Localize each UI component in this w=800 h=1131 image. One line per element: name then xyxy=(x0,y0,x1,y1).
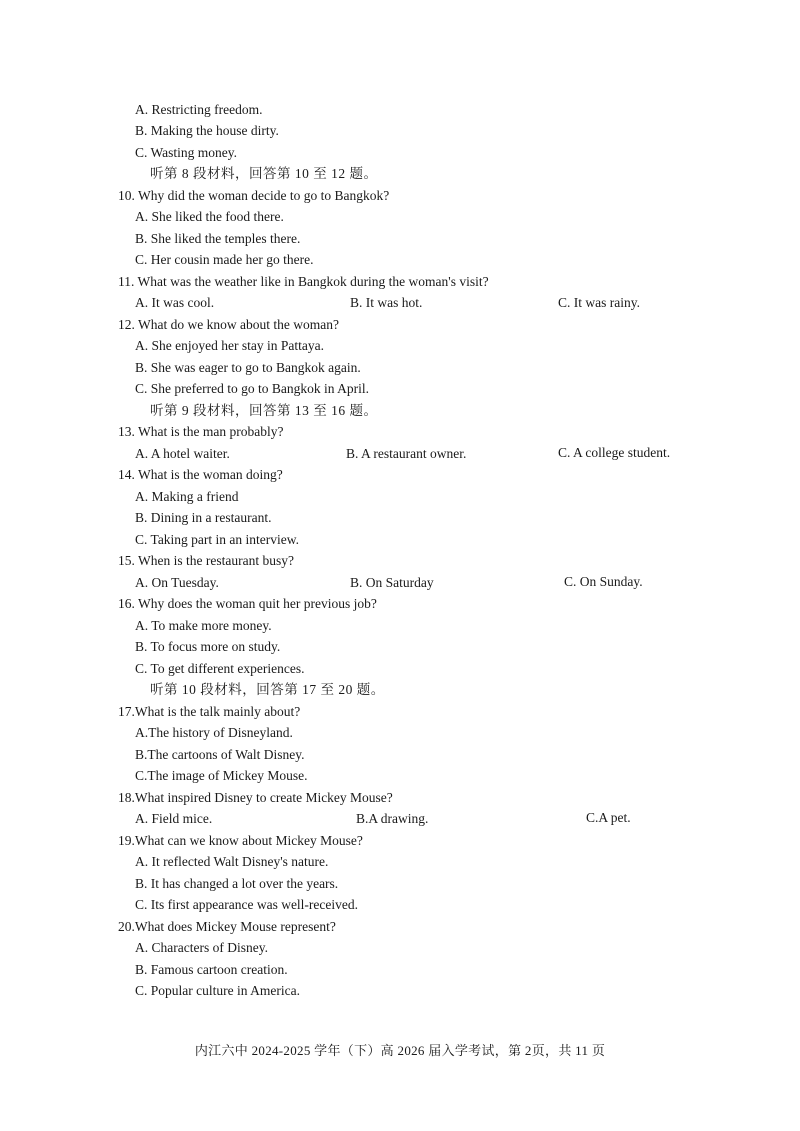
q12-option-a: A. She enjoyed her stay in Pattaya. xyxy=(135,338,324,353)
question-11: 11. What was the weather like in Bangkok during the woman's visit? xyxy=(118,274,489,289)
q11-option-b: B. It was hot. xyxy=(350,295,423,310)
q17-option-a: A.The history of Disneyland. xyxy=(135,725,293,740)
q19-option-b: B. It has changed a lot over the years. xyxy=(135,876,339,891)
q15-option-b: B. On Saturday xyxy=(350,575,434,590)
question-12: 12. What do we know about the woman? xyxy=(118,317,339,332)
q17-option-c: C.The image of Mickey Mouse. xyxy=(135,768,308,783)
q14-option-b: B. Dining in a restaurant. xyxy=(135,510,272,525)
q20-option-b: B. Famous cartoon creation. xyxy=(135,962,288,977)
section-instruction-8: 听第 8 段材料，回答第 10 至 12 题。 xyxy=(150,166,378,181)
q17-option-b: B.The cartoons of Walt Disney. xyxy=(135,747,305,762)
question-16: 16. Why does the woman quit her previous job? xyxy=(118,596,377,611)
q9-option-a: A. Restricting freedom. xyxy=(135,102,263,117)
q16-option-a: A. To make more money. xyxy=(135,618,272,633)
q16-option-c: C. To get different experiences. xyxy=(135,661,305,676)
q9-option-c: C. Wasting money. xyxy=(135,145,238,160)
question-18: 18.What inspired Disney to create Mickey Mouse? xyxy=(118,790,393,805)
question-13: 13. What is the man probably? xyxy=(118,424,284,439)
q19-option-c: C. Its first appearance was well-received. xyxy=(135,897,359,912)
q14-option-a: A. Making a friend xyxy=(135,489,239,504)
q12-option-c: C. She preferred to go to Bangkok in April. xyxy=(135,381,369,396)
q15-option-c: C. On Sunday. xyxy=(564,574,643,589)
q20-option-a: A. Characters of Disney. xyxy=(135,940,268,955)
q14-option-c: C. Taking part in an interview. xyxy=(135,532,300,547)
q18-option-c: C.A pet. xyxy=(586,810,631,825)
question-17: 17.What is the talk mainly about? xyxy=(118,704,301,719)
q12-option-b: B. She was eager to go to Bangkok again. xyxy=(135,360,361,375)
section-instruction-10: 听第 10 段材料，回答第 17 至 20 题。 xyxy=(150,682,385,697)
q20-option-c: C. Popular culture in America. xyxy=(135,983,300,998)
q18-option-a: A. Field mice. xyxy=(135,811,213,826)
page-footer: 内江六中 2024-2025 学年（下）高 2026 届入学考试，第 2页，共 11 页 xyxy=(194,1043,606,1058)
question-14: 14. What is the woman doing? xyxy=(118,467,283,482)
q18-option-b: B.A drawing. xyxy=(356,811,429,826)
q10-option-b: B. She liked the temples there. xyxy=(135,231,301,246)
q15-option-a: A. On Tuesday. xyxy=(135,575,219,590)
question-19: 19.What can we know about Mickey Mouse? xyxy=(118,833,363,848)
q10-option-c: C. Her cousin made her go there. xyxy=(135,252,314,267)
q16-option-b: B. To focus more on study. xyxy=(135,639,281,654)
q13-option-a: A. A hotel waiter. xyxy=(135,446,230,461)
q10-option-a: A. She liked the food there. xyxy=(135,209,284,224)
q9-option-b: B. Making the house dirty. xyxy=(135,123,279,138)
q19-option-a: A. It reflected Walt Disney's nature. xyxy=(135,854,329,869)
question-15: 15. When is the restaurant busy? xyxy=(118,553,294,568)
question-20: 20.What does Mickey Mouse represent? xyxy=(118,919,336,934)
question-10: 10. Why did the woman decide to go to Bangkok? xyxy=(118,188,390,203)
section-instruction-9: 听第 9 段材料，回答第 13 至 16 题。 xyxy=(150,403,378,418)
q11-option-a: A. It was cool. xyxy=(135,295,215,310)
q11-option-c: C. It was rainy. xyxy=(558,295,640,310)
q13-option-c: C. A college student. xyxy=(558,445,671,460)
q13-option-b: B. A restaurant owner. xyxy=(346,446,467,461)
